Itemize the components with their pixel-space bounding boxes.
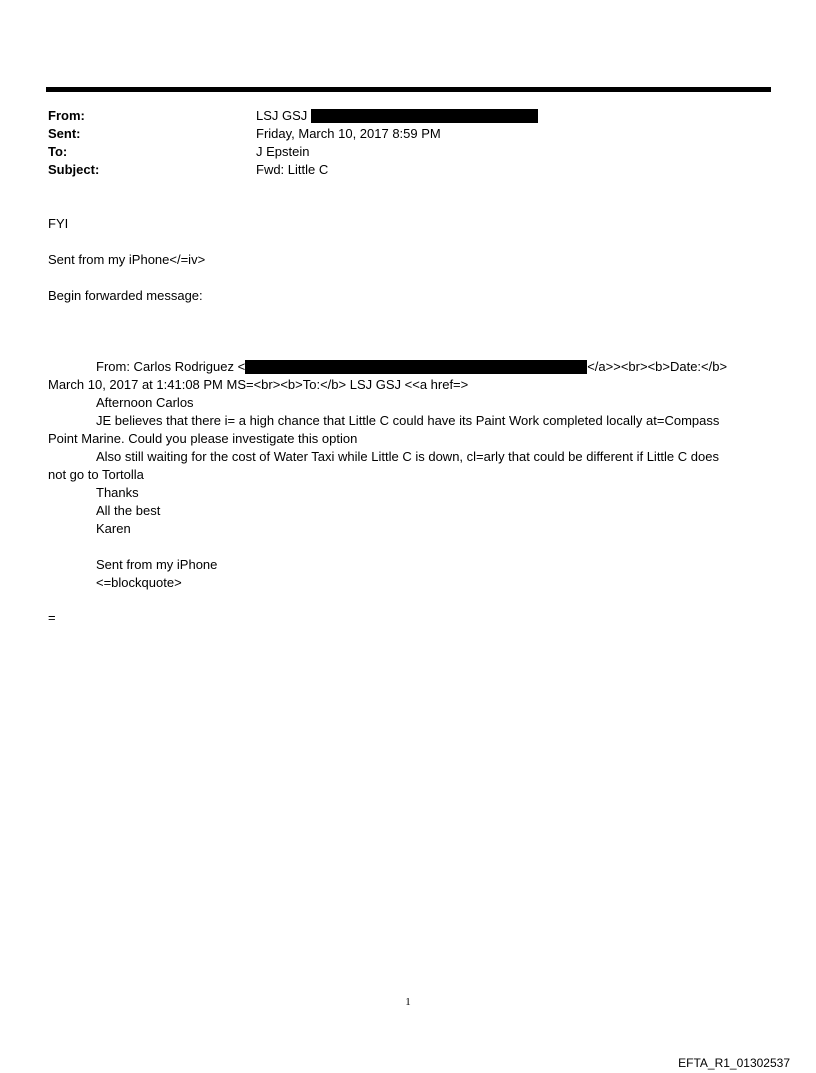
forwarded-from-suffix: </a>><br><b>Date:</b> [587,359,728,374]
thanks-line: Thanks [96,485,139,500]
redaction-bar [245,360,587,374]
greeting-line: Afternoon Carlos [96,395,194,410]
redaction-bar [311,109,538,123]
trailing-equals: = [48,610,56,625]
page-number: 1 [405,996,411,1008]
header-rule [46,87,771,92]
from-row [48,107,768,125]
subject-value: Fwd: Little C [256,162,329,177]
paragraph-1-line-2: Point Marine. Could you please investigate this option [48,431,358,446]
sent-value: Friday, March 10, 2017 8:59 PM [256,126,441,141]
bates-number: EFTA_R1_01302537 [678,1056,790,1070]
from-sender-name: LSJ GSJ [256,108,308,123]
to-label: To: [48,144,68,159]
paragraph-2-line-1: Also still waiting for the cost of Water Taxi while Little C is down, cl=arly that could be different if Little C does [96,449,719,464]
forwarded-sent-from: Sent from my iPhone [96,557,218,572]
sent-label: Sent: [48,126,81,141]
signature-name: Karen [96,521,131,536]
forwarded-from-prefix: From: Carlos Rodriguez < [96,359,246,374]
paragraph-2-line-2: not go to Tortolla [48,467,144,482]
to-value: J Epstein [256,144,310,159]
email-header [48,107,768,179]
subject-label: Subject: [48,162,100,177]
forwarded-date-line: March 10, 2017 at 1:41:08 PM MS=<br><b>To:</b> LSJ GSJ <<a href=> [48,377,469,392]
from-value [256,107,538,125]
best-line: All the best [96,503,161,518]
forwarded-from-line [48,358,758,376]
blockquote-tag: <=blockquote> [96,575,182,590]
fyi-text: FYI [48,216,69,231]
spacer [48,538,758,556]
begin-forwarded-text: Begin forwarded message: [48,288,203,303]
to-row [48,143,768,161]
sent-from-text: Sent from my iPhone</=iv> [48,252,206,267]
subject-row [48,161,768,179]
from-label: From: [48,108,85,123]
sent-row [48,125,768,143]
paragraph-1-line-1: JE believes that there i= a high chance that Little C could have its Paint Work completed locally at=Compass [96,413,720,428]
forwarded-message [48,358,758,592]
